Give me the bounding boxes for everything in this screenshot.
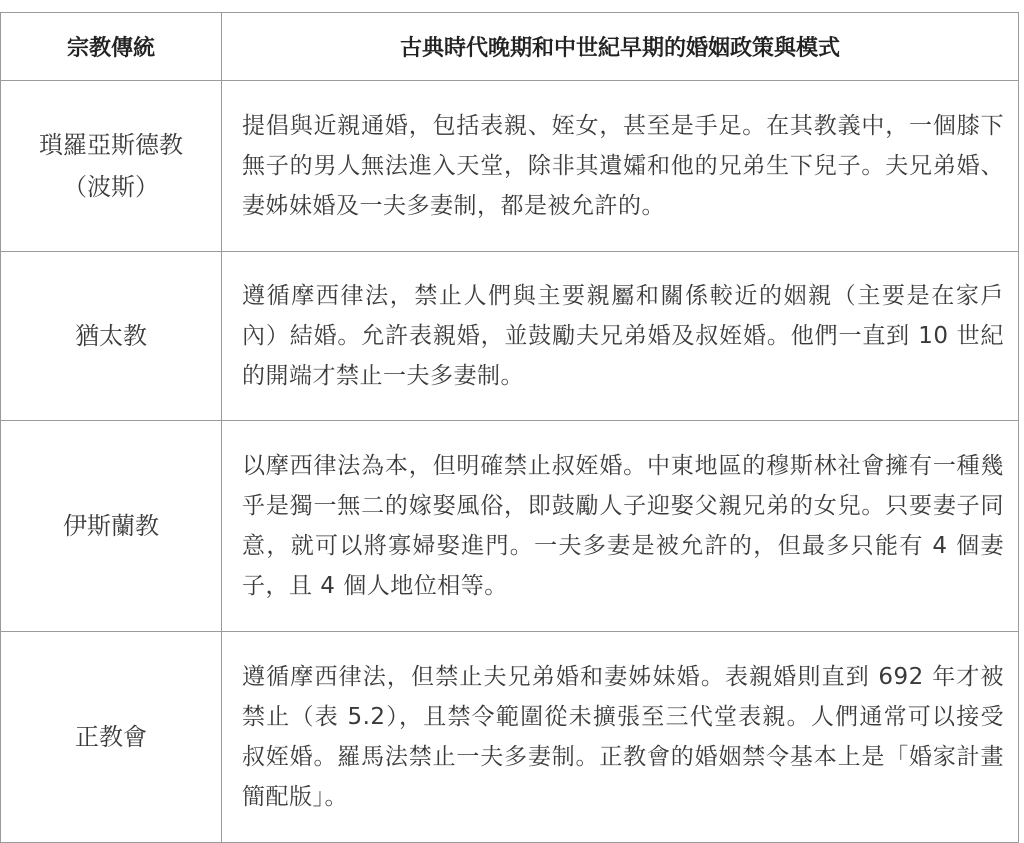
table-row bbox=[1, 252, 1019, 421]
table-header-row bbox=[1, 13, 1019, 81]
religion-cell bbox=[1, 252, 222, 421]
religion-name: 伊斯蘭教 bbox=[63, 512, 159, 540]
header-policy: 古典時代晚期和中世紀早期的婚姻政策與模式 bbox=[222, 13, 1019, 81]
policy-cell: 提倡與近親通婚，包括表親、姪女，甚至是手足。在其教義中，一個膝下無子的男人無法進入天堂，除非其遺孀和他的兄弟生下兒子。夫兄弟婚、妻姊妹婚及一夫多妻制，都是被允許的。 bbox=[222, 81, 1019, 252]
policy-cell: 遵循摩西律法，但禁止夫兄弟婚和妻姊妹婚。表親婚則直到 692 年才被禁止（表 5.2），且禁令範圍從未擴張至三代堂表親。人們通常可以接受叔姪婚。羅馬法禁止一夫多妻制。正教會的婚姻禁令基本上是「婚家計畫簡配版」。 bbox=[222, 632, 1019, 843]
table-row bbox=[1, 421, 1019, 632]
religion-name: 瑣羅亞斯德教 bbox=[39, 131, 183, 159]
marriage-policy-table-container bbox=[0, 12, 1018, 843]
table-row bbox=[1, 632, 1019, 843]
policy-cell: 遵循摩西律法，禁止人們與主要親屬和關係較近的姻親（主要是在家戶內）結婚。允許表親婚，並鼓勵夫兄弟婚及叔姪婚。他們一直到 10 世紀的開端才禁止一夫多妻制。 bbox=[222, 252, 1019, 421]
header-religion: 宗教傳統 bbox=[1, 13, 222, 81]
religion-cell bbox=[1, 421, 222, 632]
religion-name: 正教會 bbox=[75, 723, 147, 751]
policy-cell: 以摩西律法為本，但明確禁止叔姪婚。中東地區的穆斯林社會擁有一種幾乎是獨一無二的嫁娶風俗，即鼓勵人子迎娶父親兄弟的女兒。只要妻子同意，就可以將寡婦娶進門。一夫多妻是被允許的，但最多只能有 4 個妻子，且 4 個人地位相等。 bbox=[222, 421, 1019, 632]
religion-name: 猶太教 bbox=[75, 322, 147, 350]
religion-cell bbox=[1, 632, 222, 843]
religion-cell bbox=[1, 81, 222, 252]
religion-region: （波斯） bbox=[63, 173, 159, 201]
table-row bbox=[1, 81, 1019, 252]
marriage-policy-table bbox=[0, 12, 1019, 843]
